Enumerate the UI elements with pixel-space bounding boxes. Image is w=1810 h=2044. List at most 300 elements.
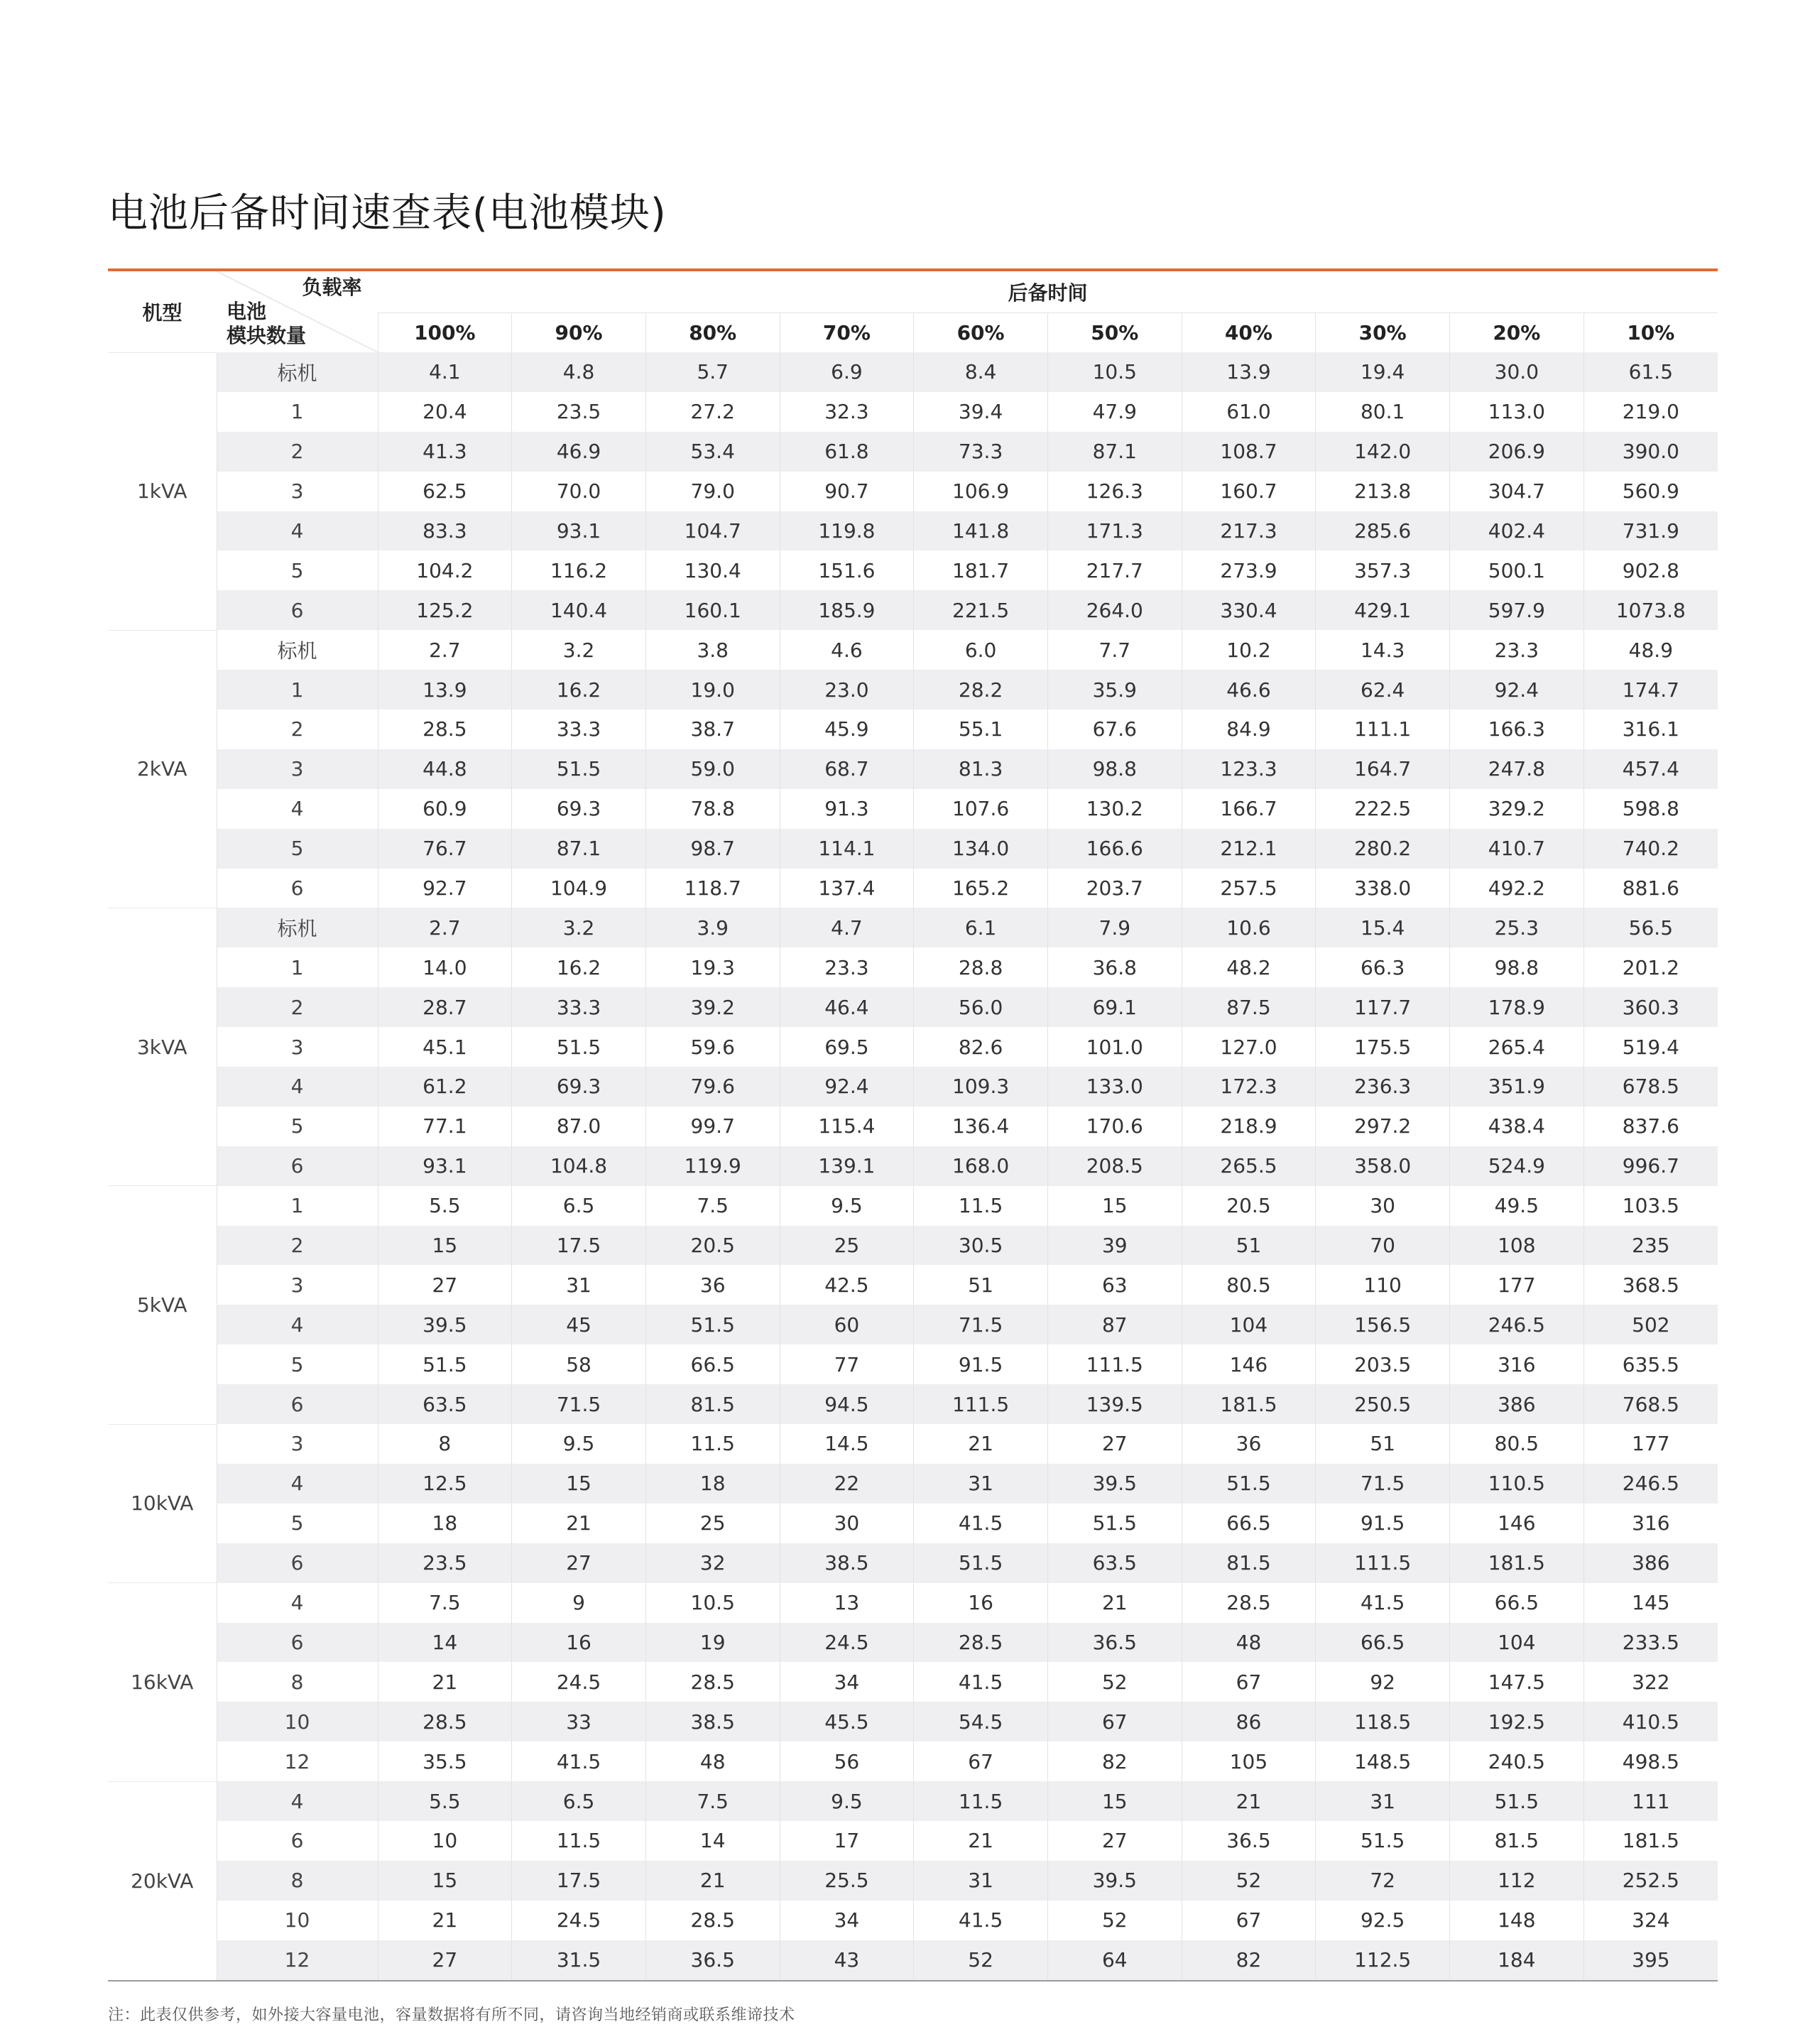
table-row xyxy=(108,1226,1718,1266)
backup-time-cell: 27 xyxy=(1047,1821,1182,1861)
backup-time-cell: 87 xyxy=(1047,1305,1182,1344)
backup-time-cell: 86 xyxy=(1182,1702,1316,1741)
backup-time-cell: 36.5 xyxy=(1182,1821,1316,1861)
backup-time-cell: 80.1 xyxy=(1316,392,1450,432)
backup-time-cell: 73.3 xyxy=(914,432,1048,472)
battery-count-cell: 3 xyxy=(217,472,378,511)
backup-time-cell: 492.2 xyxy=(1450,869,1584,908)
backup-time-cell: 5.5 xyxy=(378,1781,512,1821)
table-row xyxy=(108,987,1718,1027)
backup-time-cell: 16 xyxy=(512,1623,646,1663)
backup-time-cell: 34 xyxy=(780,1901,914,1940)
backup-time-cell: 41.5 xyxy=(914,1662,1048,1702)
backup-time-cell: 39.5 xyxy=(1047,1861,1182,1901)
backup-time-cell: 55.1 xyxy=(914,710,1048,749)
backup-time-cell: 130.2 xyxy=(1047,789,1182,829)
backup-time-cell: 14.3 xyxy=(1316,630,1450,670)
backup-time-cell: 15.4 xyxy=(1316,908,1450,947)
backup-time-cell: 395 xyxy=(1583,1940,1718,1980)
backup-time-cell: 247.8 xyxy=(1450,749,1584,789)
battery-count-cell: 12 xyxy=(217,1741,378,1781)
backup-time-cell: 429.1 xyxy=(1316,590,1450,630)
page-title: 电池后备时间速查表(电池模块) xyxy=(108,190,667,237)
backup-time-cell: 87.5 xyxy=(1182,987,1316,1027)
backup-time-cell: 31 xyxy=(914,1464,1048,1504)
backup-time-cell: 108.7 xyxy=(1182,432,1316,472)
header-load-level: 50% xyxy=(1047,313,1182,353)
backup-time-cell: 33 xyxy=(512,1702,646,1741)
backup-time-cell: 21 xyxy=(914,1821,1048,1861)
backup-time-cell: 524.9 xyxy=(1450,1146,1584,1186)
backup-time-cell: 9.5 xyxy=(780,1781,914,1821)
header-load-level: 60% xyxy=(914,313,1048,353)
backup-time-cell: 79.0 xyxy=(645,472,780,511)
backup-time-cell: 91.5 xyxy=(1316,1504,1450,1543)
backup-time-cell: 146 xyxy=(1450,1504,1584,1543)
backup-time-cell: 92 xyxy=(1316,1662,1450,1702)
backup-time-cell: 81.5 xyxy=(645,1384,780,1424)
backup-time-cell: 139.1 xyxy=(780,1146,914,1186)
backup-time-cell: 52 xyxy=(1047,1662,1182,1702)
backup-time-cell: 68.7 xyxy=(780,749,914,789)
backup-time-cell: 69.3 xyxy=(512,1067,646,1107)
backup-time-cell: 139.5 xyxy=(1047,1384,1182,1424)
backup-time-cell: 51.5 xyxy=(914,1543,1048,1583)
backup-time-cell: 285.6 xyxy=(1316,511,1450,551)
backup-time-cell: 80.5 xyxy=(1450,1424,1584,1464)
backup-time-cell: 66.5 xyxy=(1316,1623,1450,1663)
battery-count-cell: 6 xyxy=(217,1543,378,1583)
backup-time-cell: 3.2 xyxy=(512,630,646,670)
backup-time-cell: 112 xyxy=(1450,1861,1584,1901)
table-row xyxy=(108,829,1718,869)
backup-time-cell: 66.5 xyxy=(645,1344,780,1384)
backup-time-cell: 184 xyxy=(1450,1940,1584,1980)
battery-count-cell: 4 xyxy=(217,511,378,551)
backup-time-cell: 166.3 xyxy=(1450,710,1584,749)
backup-time-cell: 498.5 xyxy=(1583,1741,1718,1781)
backup-time-cell: 30 xyxy=(1316,1186,1450,1226)
backup-time-cell: 25.5 xyxy=(780,1861,914,1901)
backup-time-cell: 63.5 xyxy=(378,1384,512,1424)
backup-time-cell: 15 xyxy=(378,1226,512,1266)
backup-time-cell: 164.7 xyxy=(1316,749,1450,789)
backup-time-cell: 208.5 xyxy=(1047,1146,1182,1186)
backup-time-cell: 82 xyxy=(1047,1741,1182,1781)
backup-time-cell: 36.5 xyxy=(1047,1623,1182,1663)
backup-time-cell: 181.5 xyxy=(1182,1384,1316,1424)
backup-time-cell: 51.5 xyxy=(645,1305,780,1344)
table-row xyxy=(108,1305,1718,1344)
backup-time-cell: 217.3 xyxy=(1182,511,1316,551)
battery-count-cell: 2 xyxy=(217,1226,378,1266)
table-row xyxy=(108,869,1718,908)
backup-time-cell: 368.5 xyxy=(1583,1265,1718,1305)
backup-time-cell: 111.5 xyxy=(1316,1543,1450,1583)
backup-time-cell: 30.0 xyxy=(1450,352,1584,392)
backup-time-cell: 7.9 xyxy=(1047,908,1182,947)
backup-time-cell: 84.9 xyxy=(1182,710,1316,749)
backup-time-cell: 104.7 xyxy=(645,511,780,551)
table-row xyxy=(108,1583,1718,1623)
backup-time-cell: 56 xyxy=(780,1741,914,1781)
backup-time-cell: 27 xyxy=(512,1543,646,1583)
backup-time-cell: 212.1 xyxy=(1182,829,1316,869)
battery-count-cell: 4 xyxy=(217,1464,378,1504)
backup-time-cell: 3.2 xyxy=(512,908,646,947)
model-cell: 16kVA xyxy=(108,1583,217,1781)
backup-time-cell: 148 xyxy=(1450,1901,1584,1940)
backup-time-cell: 15 xyxy=(1047,1781,1182,1821)
backup-time-cell: 7.7 xyxy=(1047,630,1182,670)
backup-time-cell: 87.1 xyxy=(512,829,646,869)
backup-time-cell: 170.6 xyxy=(1047,1107,1182,1146)
backup-time-cell: 60 xyxy=(780,1305,914,1344)
backup-time-cell: 61.8 xyxy=(780,432,914,472)
table-row xyxy=(108,1781,1718,1821)
model-cell: 3kVA xyxy=(108,908,217,1185)
battery-count-cell: 2 xyxy=(217,710,378,749)
backup-time-cell: 39.5 xyxy=(1047,1464,1182,1504)
backup-time-cell: 192.5 xyxy=(1450,1702,1584,1741)
backup-time-cell: 151.6 xyxy=(780,550,914,590)
backup-time-cell: 67 xyxy=(914,1741,1048,1781)
backup-time-cell: 219.0 xyxy=(1583,392,1718,432)
backup-time-cell: 837.6 xyxy=(1583,1107,1718,1146)
backup-time-cell: 108 xyxy=(1450,1226,1584,1266)
backup-time-cell: 125.2 xyxy=(378,590,512,630)
battery-count-cell: 4 xyxy=(217,1781,378,1821)
battery-count-cell: 2 xyxy=(217,987,378,1027)
backup-time-cell: 116.2 xyxy=(512,550,646,590)
backup-time-cell: 17.5 xyxy=(512,1226,646,1266)
table-row xyxy=(108,749,1718,789)
backup-time-cell: 27 xyxy=(378,1940,512,1980)
backup-time-cell: 21 xyxy=(378,1901,512,1940)
backup-time-cell: 203.7 xyxy=(1047,869,1182,908)
backup-time-cell: 217.7 xyxy=(1047,550,1182,590)
header-load-level: 30% xyxy=(1316,313,1450,353)
backup-time-cell: 61.5 xyxy=(1583,352,1718,392)
backup-time-cell: 130.4 xyxy=(645,550,780,590)
backup-time-cell: 104.2 xyxy=(378,550,512,590)
backup-time-cell: 768.5 xyxy=(1583,1384,1718,1424)
backup-time-cell: 236.3 xyxy=(1316,1067,1450,1107)
backup-time-cell: 99.7 xyxy=(645,1107,780,1146)
battery-count-cell: 5 xyxy=(217,1344,378,1384)
backup-time-cell: 280.2 xyxy=(1316,829,1450,869)
backup-time-cell: 598.8 xyxy=(1583,789,1718,829)
backup-time-cell: 11.5 xyxy=(645,1424,780,1464)
backup-time-cell: 51.5 xyxy=(378,1344,512,1384)
backup-time-cell: 71.5 xyxy=(914,1305,1048,1344)
table-row xyxy=(108,472,1718,511)
backup-time-cell: 78.8 xyxy=(645,789,780,829)
backup-time-cell: 63.5 xyxy=(1047,1543,1182,1583)
backup-time-cell: 2.7 xyxy=(378,908,512,947)
table-row xyxy=(108,1186,1718,1226)
backup-time-cell: 322 xyxy=(1583,1662,1718,1702)
table-row xyxy=(108,1861,1718,1901)
backup-time-cell: 27.2 xyxy=(645,392,780,432)
backup-time-cell: 402.4 xyxy=(1450,511,1584,551)
header-backup-time: 后备时间 xyxy=(1008,281,1088,305)
backup-time-cell: 133.0 xyxy=(1047,1067,1182,1107)
backup-time-cell: 881.6 xyxy=(1583,869,1718,908)
backup-time-cell: 24.5 xyxy=(512,1901,646,1940)
table-row xyxy=(108,1384,1718,1424)
backup-time-cell: 32 xyxy=(645,1543,780,1583)
backup-time-cell: 113.0 xyxy=(1450,392,1584,432)
backup-time-cell: 20.5 xyxy=(1182,1186,1316,1226)
backup-time-cell: 38.5 xyxy=(780,1543,914,1583)
battery-count-cell: 4 xyxy=(217,1305,378,1344)
backup-time-cell: 23.5 xyxy=(378,1543,512,1583)
backup-time-cell: 61.0 xyxy=(1182,392,1316,432)
backup-time-cell: 110.5 xyxy=(1450,1464,1584,1504)
backup-time-cell: 59.6 xyxy=(645,1027,780,1067)
backup-time-cell: 5.5 xyxy=(378,1186,512,1226)
backup-time-cell: 4.6 xyxy=(780,630,914,670)
model-cell: 2kVA xyxy=(108,630,217,908)
backup-time-cell: 2.7 xyxy=(378,630,512,670)
battery-count-cell: 4 xyxy=(217,789,378,829)
backup-time-cell: 43 xyxy=(780,1940,914,1980)
battery-count-cell: 标机 xyxy=(217,630,378,670)
backup-time-cell: 177 xyxy=(1450,1265,1584,1305)
backup-time-cell: 4.1 xyxy=(378,352,512,392)
backup-time-cell: 23.3 xyxy=(1450,630,1584,670)
backup-time-cell: 51.5 xyxy=(1450,1781,1584,1821)
table-row xyxy=(108,1027,1718,1067)
backup-time-cell: 201.2 xyxy=(1583,947,1718,987)
backup-time-cell: 21 xyxy=(1047,1583,1182,1623)
table-row xyxy=(108,1623,1718,1663)
backup-time-cell: 14 xyxy=(378,1623,512,1663)
backup-time-cell: 77.1 xyxy=(378,1107,512,1146)
backup-time-cell: 502 xyxy=(1583,1305,1718,1344)
backup-time-cell: 18 xyxy=(645,1464,780,1504)
backup-time-cell: 9.5 xyxy=(512,1424,646,1464)
backup-time-cell: 386 xyxy=(1583,1543,1718,1583)
backup-time-cell: 6.0 xyxy=(914,630,1048,670)
backup-time-cell: 142.0 xyxy=(1316,432,1450,472)
backup-time-cell: 218.9 xyxy=(1182,1107,1316,1146)
backup-time-cell: 6.5 xyxy=(512,1186,646,1226)
backup-time-cell: 90.7 xyxy=(780,472,914,511)
backup-time-cell: 28.5 xyxy=(914,1623,1048,1663)
backup-time-cell: 338.0 xyxy=(1316,869,1450,908)
backup-time-cell: 902.8 xyxy=(1583,550,1718,590)
backup-time-cell: 46.6 xyxy=(1182,670,1316,710)
backup-time-cell: 4.8 xyxy=(512,352,646,392)
battery-count-cell: 4 xyxy=(217,1583,378,1623)
backup-time-cell: 105 xyxy=(1182,1741,1316,1781)
backup-time-cell: 560.9 xyxy=(1583,472,1718,511)
battery-count-cell: 8 xyxy=(217,1861,378,1901)
table-row xyxy=(108,1146,1718,1186)
backup-time-cell: 13.9 xyxy=(1182,352,1316,392)
backup-time-cell: 51 xyxy=(914,1265,1048,1305)
backup-time-cell: 19.0 xyxy=(645,670,780,710)
backup-time-cell: 70.0 xyxy=(512,472,646,511)
backup-time-cell: 126.3 xyxy=(1047,472,1182,511)
table-row xyxy=(108,511,1718,551)
backup-time-cell: 104.8 xyxy=(512,1146,646,1186)
backup-time-cell: 330.4 xyxy=(1182,590,1316,630)
backup-time-cell: 160.1 xyxy=(645,590,780,630)
backup-time-cell: 66.3 xyxy=(1316,947,1450,987)
backup-time-cell: 11.5 xyxy=(512,1821,646,1861)
backup-time-cell: 21 xyxy=(378,1662,512,1702)
backup-time-cell: 21 xyxy=(512,1504,646,1543)
backup-time-cell: 6.1 xyxy=(914,908,1048,947)
backup-time-cell: 6.9 xyxy=(780,352,914,392)
backup-time-cell: 114.1 xyxy=(780,829,914,869)
backup-time-cell: 156.5 xyxy=(1316,1305,1450,1344)
backup-time-cell: 67.6 xyxy=(1047,710,1182,749)
backup-time-cell: 36.8 xyxy=(1047,947,1182,987)
model-cell: 20kVA xyxy=(108,1781,217,1979)
backup-time-cell: 7.5 xyxy=(645,1186,780,1226)
backup-time-cell: 597.9 xyxy=(1450,590,1584,630)
backup-time-cell: 177 xyxy=(1583,1424,1718,1464)
backup-time-cell: 181.5 xyxy=(1450,1543,1584,1583)
backup-time-cell: 457.4 xyxy=(1583,749,1718,789)
backup-time-cell: 107.6 xyxy=(914,789,1048,829)
backup-time-cell: 15 xyxy=(378,1861,512,1901)
backup-time-cell: 10.5 xyxy=(645,1583,780,1623)
battery-count-cell: 6 xyxy=(217,869,378,908)
backup-time-cell: 92.5 xyxy=(1316,1901,1450,1940)
table-row xyxy=(108,1504,1718,1543)
backup-time-cell: 82 xyxy=(1182,1940,1316,1980)
backup-time-cell: 273.9 xyxy=(1182,550,1316,590)
backup-time-cell: 136.4 xyxy=(914,1107,1048,1146)
backup-time-cell: 79.6 xyxy=(645,1067,780,1107)
backup-time-cell: 104.9 xyxy=(512,869,646,908)
table-row xyxy=(108,1464,1718,1504)
backup-time-cell: 13 xyxy=(780,1583,914,1623)
backup-time-cell: 250.5 xyxy=(1316,1384,1450,1424)
backup-time-cell: 264.0 xyxy=(1047,590,1182,630)
backup-time-cell: 51 xyxy=(1316,1424,1450,1464)
backup-time-cell: 91.3 xyxy=(780,789,914,829)
backup-time-cell: 9.5 xyxy=(780,1186,914,1226)
battery-count-cell: 3 xyxy=(217,1027,378,1067)
backup-time-cell: 60.9 xyxy=(378,789,512,829)
header-load-level: 80% xyxy=(645,313,780,353)
backup-time-cell: 19.4 xyxy=(1316,352,1450,392)
battery-count-cell: 3 xyxy=(217,1424,378,1464)
header-model: 机型 xyxy=(142,300,182,325)
backup-time-cell: 386 xyxy=(1450,1384,1584,1424)
backup-time-cell: 111 xyxy=(1583,1781,1718,1821)
backup-time-cell: 731.9 xyxy=(1583,511,1718,551)
model-cell: 1kVA xyxy=(108,352,217,630)
backup-time-cell: 15 xyxy=(512,1464,646,1504)
header-battery-line2: 模块数量 xyxy=(227,324,307,347)
backup-time-cell: 17 xyxy=(780,1821,914,1861)
backup-time-cell: 23.0 xyxy=(780,670,914,710)
backup-time-cell: 48 xyxy=(645,1741,780,1781)
header-load-level: 10% xyxy=(1583,313,1718,353)
backup-time-cell: 81.3 xyxy=(914,749,1048,789)
backup-time-cell: 17.5 xyxy=(512,1861,646,1901)
backup-time-cell: 119.8 xyxy=(780,511,914,551)
backup-time-cell: 221.5 xyxy=(914,590,1048,630)
backup-time-cell: 635.5 xyxy=(1583,1344,1718,1384)
table-row xyxy=(108,1662,1718,1702)
backup-time-cell: 76.7 xyxy=(378,829,512,869)
backup-time-cell: 36.5 xyxy=(645,1940,780,1980)
backup-time-cell: 118.7 xyxy=(645,869,780,908)
backup-time-cell: 42.5 xyxy=(780,1265,914,1305)
backup-time-cell: 178.9 xyxy=(1450,987,1584,1027)
backup-time-cell: 111.5 xyxy=(914,1384,1048,1424)
backup-time-cell: 438.4 xyxy=(1450,1107,1584,1146)
header-battery-count xyxy=(227,300,306,348)
backup-time-cell: 9 xyxy=(512,1583,646,1623)
battery-count-cell: 10 xyxy=(217,1901,378,1940)
battery-count-cell: 4 xyxy=(217,1067,378,1107)
table-row xyxy=(108,392,1718,432)
backup-time-cell: 740.2 xyxy=(1583,829,1718,869)
backup-time-cell: 66.5 xyxy=(1182,1504,1316,1543)
backup-time-cell: 22 xyxy=(780,1464,914,1504)
backup-time-cell: 48.9 xyxy=(1583,630,1718,670)
backup-time-cell: 28.2 xyxy=(914,670,1048,710)
backup-time-cell: 160.7 xyxy=(1182,472,1316,511)
backup-time-cell: 56.5 xyxy=(1583,908,1718,947)
backup-time-cell: 39 xyxy=(1047,1226,1182,1266)
backup-time-cell: 21 xyxy=(1182,1781,1316,1821)
header-load-level: 70% xyxy=(780,313,914,353)
backup-time-cell: 44.8 xyxy=(378,749,512,789)
header-diagonal-cell xyxy=(217,271,378,352)
battery-count-cell: 6 xyxy=(217,590,378,630)
backup-time-cell: 51.5 xyxy=(1047,1504,1182,1543)
table-row xyxy=(108,1344,1718,1384)
backup-time-cell: 87.0 xyxy=(512,1107,646,1146)
battery-count-cell: 标机 xyxy=(217,352,378,392)
backup-time-cell: 67 xyxy=(1182,1662,1316,1702)
backup-time-cell: 137.4 xyxy=(780,869,914,908)
header-load-rate: 负载率 xyxy=(302,276,362,299)
backup-time-cell: 206.9 xyxy=(1450,432,1584,472)
backup-time-cell: 52 xyxy=(1182,1861,1316,1901)
backup-time-cell: 82.6 xyxy=(914,1027,1048,1067)
backup-time-cell: 51.5 xyxy=(1316,1821,1450,1861)
backup-time-cell: 83.3 xyxy=(378,511,512,551)
backup-time-cell: 91.5 xyxy=(914,1344,1048,1384)
backup-time-cell: 41.3 xyxy=(378,432,512,472)
backup-time-cell: 500.1 xyxy=(1450,550,1584,590)
backup-time-cell: 16.2 xyxy=(512,670,646,710)
backup-time-cell: 106.9 xyxy=(914,472,1048,511)
backup-time-cell: 24.5 xyxy=(780,1623,914,1663)
backup-time-cell: 46.9 xyxy=(512,432,646,472)
backup-time-cell: 51.5 xyxy=(512,749,646,789)
backup-time-cell: 10 xyxy=(378,1821,512,1861)
battery-count-cell: 5 xyxy=(217,829,378,869)
backup-time-cell: 28.5 xyxy=(645,1662,780,1702)
backup-time-cell: 77 xyxy=(780,1344,914,1384)
backup-time-cell: 33.3 xyxy=(512,710,646,749)
backup-time-cell: 117.7 xyxy=(1316,987,1450,1027)
backup-time-cell: 19 xyxy=(645,1623,780,1663)
backup-time-cell: 123.3 xyxy=(1182,749,1316,789)
